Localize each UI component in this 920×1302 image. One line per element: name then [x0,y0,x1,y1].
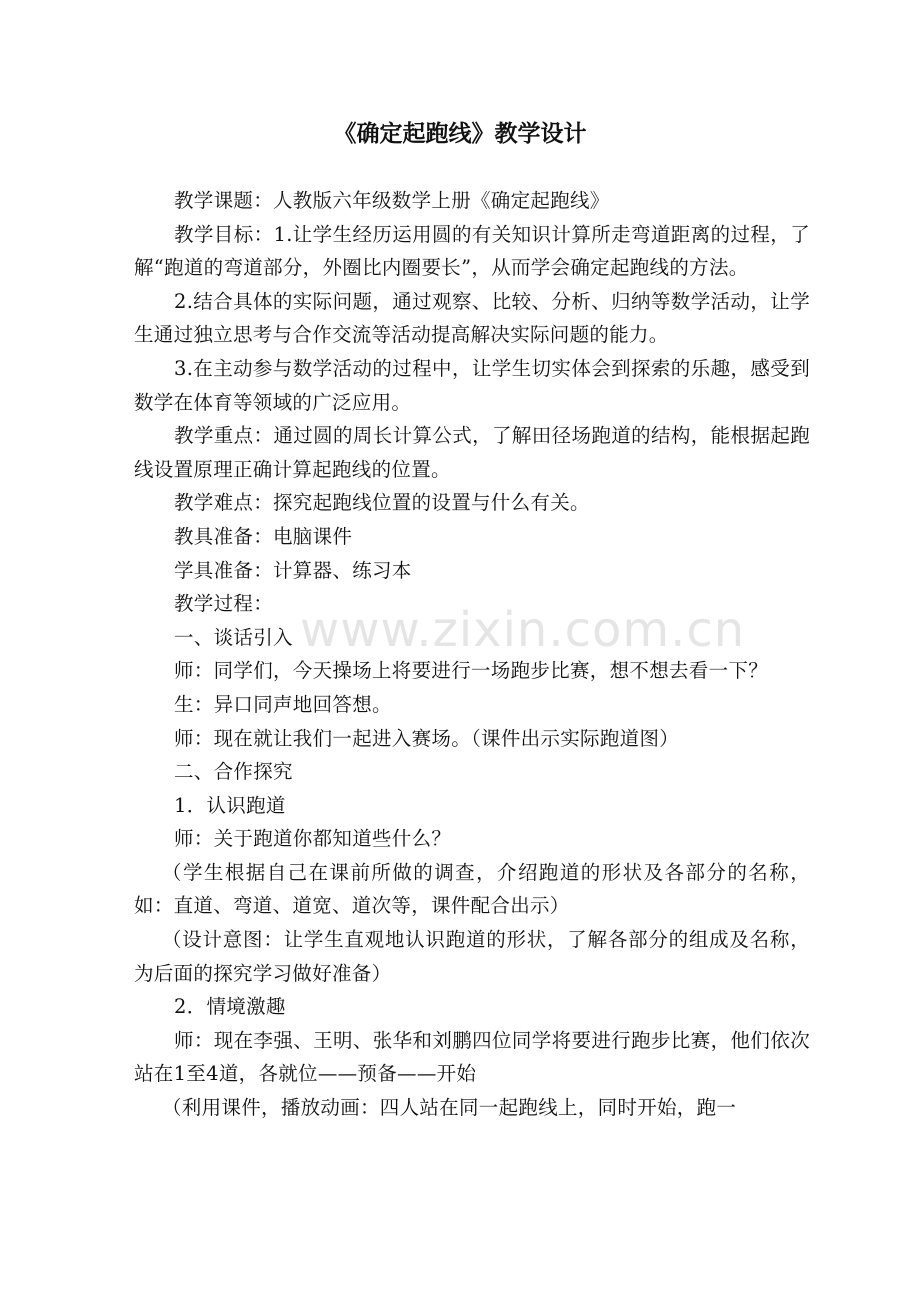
paragraph-learning-aids: 学具准备：计算器、练习本 [174,558,412,582]
document-title: 《确定起跑线》教学设计 [333,121,587,147]
paragraph-objective-3: 3.在主动参与数学活动的过程中，让学生切实体会到探索的乐趣，感受到数学在体育等领域的广泛应用。 [134,356,810,414]
paragraph-teacher-3: 师：关于跑道你都知道些什么？ [174,827,452,851]
paragraph-student-1: 生：异口同声地回答想。 [174,692,392,716]
paragraph-topic: 教学课题：人教版六年级数学上册《确定起跑线》 [174,189,610,212]
document-body [134,184,810,1125]
section-heading-explore: 二、合作探究 [174,760,293,784]
paragraph-teacher-1: 师：同学们，今天操场上将要进行一场跑步比赛，想不想去看一下？ [174,659,769,683]
paragraph-key-point: 教学重点：通过圆的周长计算公式，了解田径场跑道的结构，能根据起跑线设置原理正确计算起跑线的位置。 [134,424,810,481]
paragraph-objective-2: 2.结合具体的实际问题，通过观察、比较、分析、归纳等数学活动，让学生通过独立思考与合作交流等活动提高解决实际问题的能力。 [134,289,810,347]
subheading-know-track: 1．认识跑道 [174,793,286,817]
paragraph-process-heading: 教学过程： [174,592,274,616]
paragraph-objective-1: 教学目标：1.让学生经历运用圆的有关知识计算所走弯道距离的过程，了解“跑道的弯道部分，外圈比内圈要长”，从而学会确定起跑线的方法。 [134,222,810,280]
paragraph-teaching-aids: 教具准备：电脑课件 [174,524,353,548]
paragraph-animation-note: （利用课件，播放动画：四人站在同一起跑线上，同时开始，跑一 [162,1096,737,1120]
paragraph-teacher-4: 师：现在李强、王明、张华和刘鹏四位同学将要进行跑步比赛，他们依次站在1至4道，各就位——预备——开始 [134,1028,810,1086]
paragraph-teacher-2: 师：现在就让我们一起进入赛场。（课件出示实际跑道图） [174,726,680,750]
subheading-scenario: 2．情境激趣 [174,995,286,1019]
paragraph-student-note: （学生根据自己在课前所做的调查，介绍跑道的形状及各部分的名称，如：直道、弯道、道宽、道次等，课件配合出示） [134,860,810,918]
paragraph-difficulty: 教学难点：探究起跑线位置的设置与什么有关。 [174,491,590,515]
section-heading-intro: 一、谈话引入 [174,625,293,649]
paragraph-design-intent: （设计意图：让学生直观地认识跑道的形状，了解各部分的组成及名称，为后面的探究学习做好准备） [134,928,810,985]
watermark-text: www.zixin.com.cn [300,602,746,658]
